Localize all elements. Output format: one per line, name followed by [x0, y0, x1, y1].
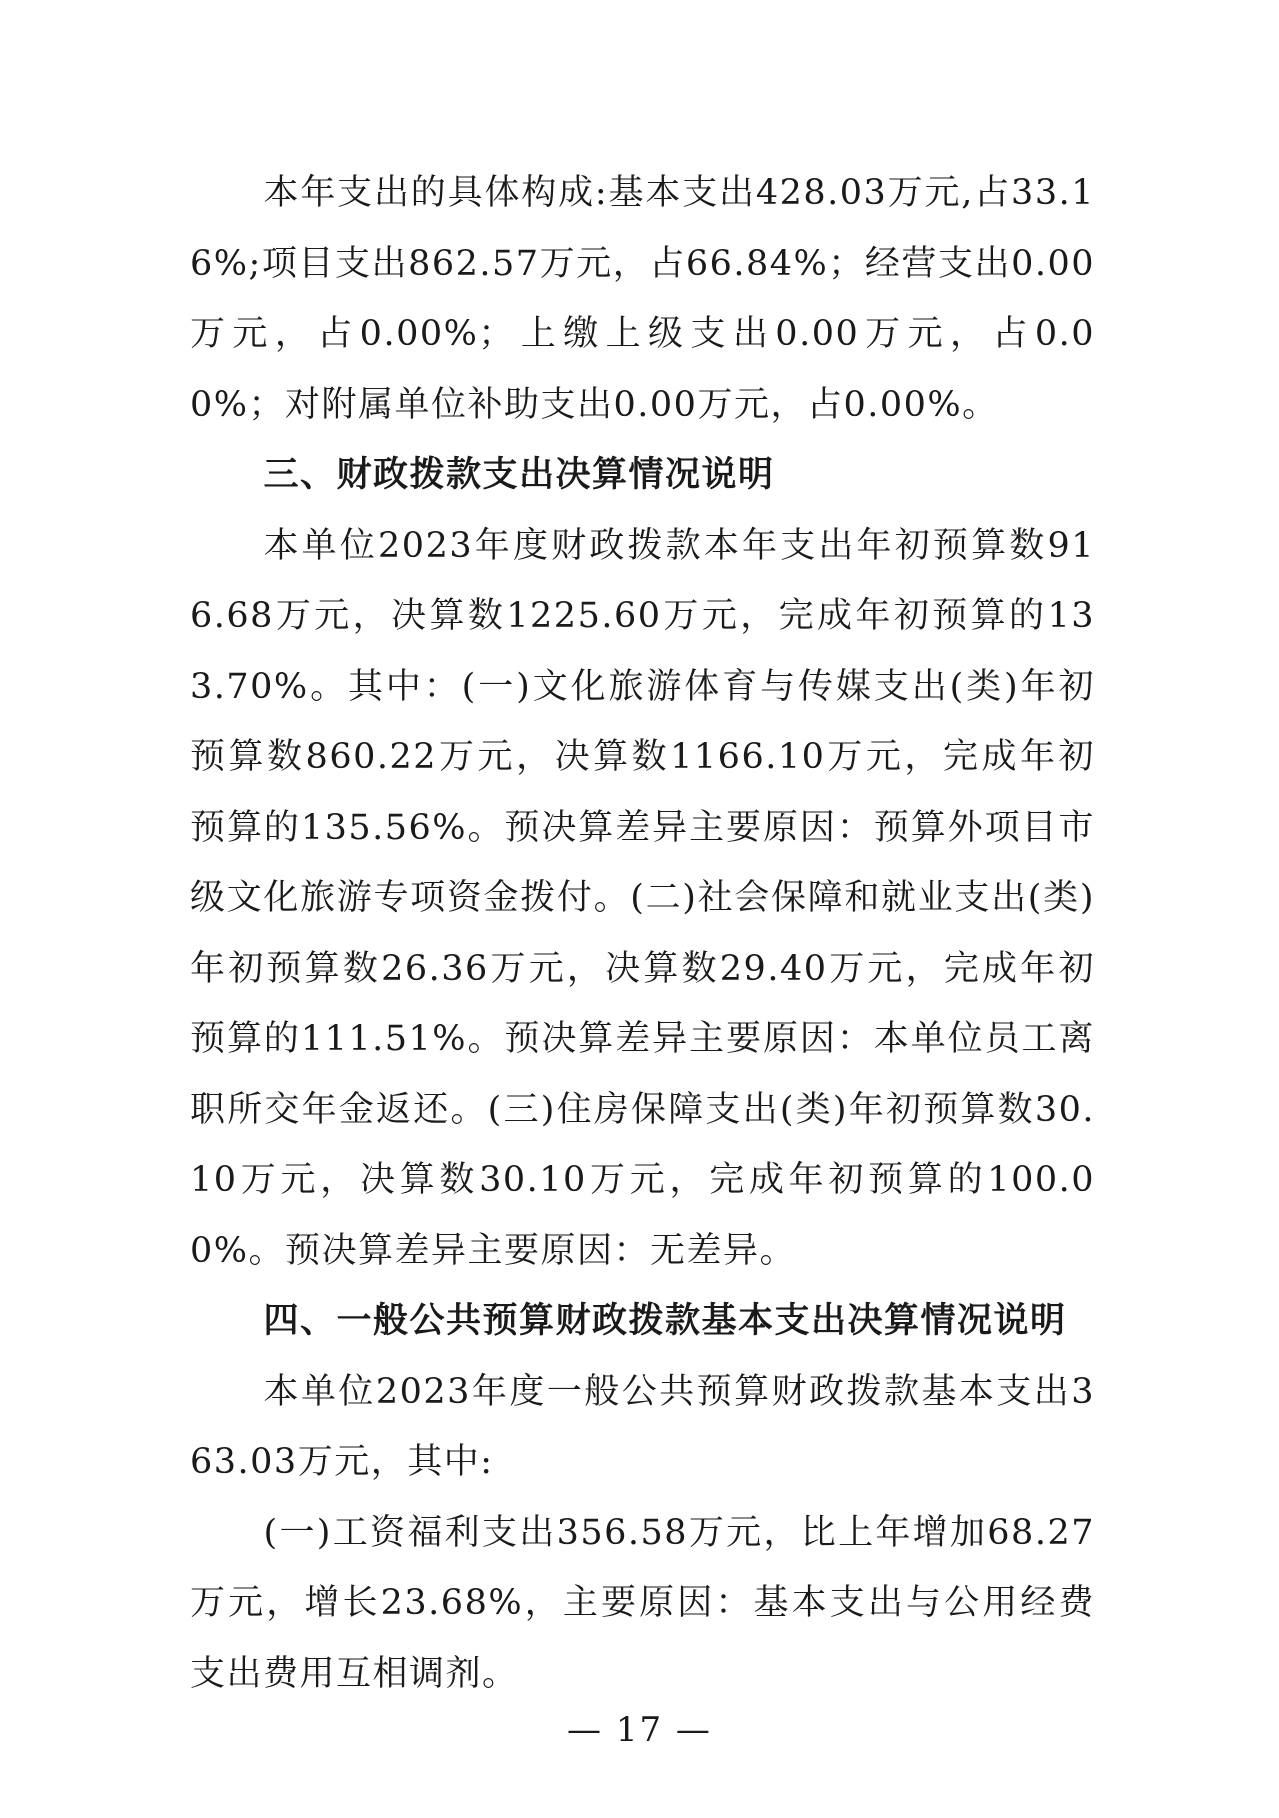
paragraph-fiscal-expenditure: 本单位2023年度财政拨款本年支出年初预算数916.68万元，决算数1225.60万元，完成年初预算的133.70%。其中：(一)文化旅游体育与传媒支出(类)年初预算数860.22万元，决算数1166.10万元，完成年初预算的135.56%。预决算差异主要原因：预算外项目市级文化旅游专项资金拨付。(二)社会保障和就业支出(类)年初预算数26.36万元，决算数29.40万元，完成年初预算的111.51%。预决算差异主要原因：本单位员工离职所交年金返还。(三)住房保障支出(类)年初预算数30.10万元，决算数30.10万元，完成年初预算的100.00%。预决算差异主要原因：无差异。 — [190, 525, 1095, 1271]
section-heading-4: 四、一般公共预算财政拨款基本支出决算情况说明 — [263, 1300, 1067, 1341]
document-body — [190, 158, 1095, 1709]
page-number: — 17 — — [567, 1710, 712, 1750]
paragraph-basic-expenditure: 本单位2023年度一般公共预算财政拨款基本支出363.03万元，其中: — [190, 1371, 1095, 1482]
paragraph-expenditure-composition: 本年支出的具体构成:基本支出428.03万元,占33.16%;项目支出862.57万元，占66.84%；经营支出0.00万元，占0.00%；上缴上级支出0.00万元，占0.00%；对附属单位补助支出0.00万元，占0.00%。 — [190, 173, 1095, 425]
paragraph-wage-welfare: (一)工资福利支出356.58万元，比上年增加68.27万元，增长23.68%，主要原因：基本支出与公用经费支出费用互相调剂。 — [190, 1512, 1095, 1694]
section-heading-3: 三、财政拨款支出决算情况说明 — [263, 454, 775, 495]
